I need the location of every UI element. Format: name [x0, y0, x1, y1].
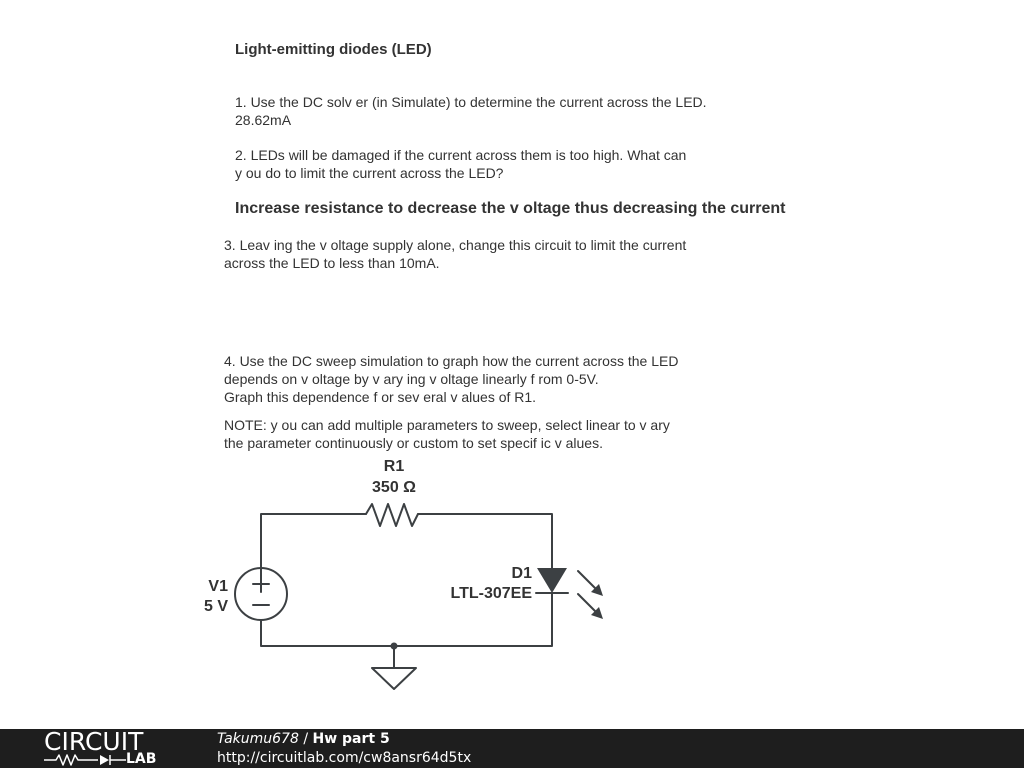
author-link[interactable]: Takumu678 [217, 731, 299, 747]
question-3-line-1: 3. Leav ing the v oltage supply alone, change this circuit to limit the current [224, 237, 687, 253]
diode-name-label: D1 [511, 565, 532, 582]
note-line-2: the parameter continuously or custom to set specif ic v alues. [224, 435, 603, 451]
source-name-label: V1 [208, 578, 228, 595]
question-2-line-2: y ou do to limit the current across the LED? [235, 165, 504, 181]
page-heading: Light-emitting diodes (LED) [235, 41, 432, 58]
question-3-line-2: across the LED to less than 10mA. [224, 255, 440, 271]
question-1-answer: 28.62mA [235, 112, 292, 128]
circuit-url-link[interactable]: http://circuitlab.com/cw8ansr64d5tx [217, 750, 472, 766]
question-2-answer: Increase resistance to decrease the v oltage thus decreasing the current [235, 200, 786, 217]
note-line-1: NOTE: y ou can add multiple parameters to sweep, select linear to v ary [224, 417, 670, 433]
resistor-value-label: 350 Ω [372, 479, 416, 496]
question-4-line-2: depends on v oltage by v ary ing v oltage linearly f rom 0-5V. [224, 371, 599, 387]
circuit-title: Hw part 5 [312, 731, 390, 747]
question-4-line-1: 4. Use the DC sweep simulation to graph how the current across the LED [224, 353, 679, 369]
circuitlab-logo-waveform-icon [44, 753, 128, 767]
resistor-r1-symbol [366, 504, 418, 526]
source-value-label: 5 V [203, 598, 228, 615]
circuit-author-title [217, 731, 390, 747]
diode-part-label: LTL-307EE [450, 585, 532, 602]
circuitlab-logo-subtext: LAB [126, 751, 157, 767]
question-1-text: 1. Use the DC solv er (in Simulate) to determine the current across the LED. [235, 94, 707, 110]
footer-bar [0, 729, 1024, 768]
question-2-line-1: 2. LEDs will be damaged if the current across them is too high. What can [235, 147, 687, 163]
ground-junction-dot [391, 643, 398, 650]
author-title-separator: / [298, 731, 313, 747]
wire-top-right [418, 514, 552, 568]
wire-top-left [261, 514, 366, 578]
ground-symbol [372, 668, 416, 689]
led-d1-symbol [537, 568, 567, 593]
circuitlab-logo-text: CIRCUIT [44, 727, 144, 756]
question-4-line-3: Graph this dependence f or sev eral v alues of R1. [224, 389, 537, 405]
resistor-name-label: R1 [383, 458, 405, 475]
